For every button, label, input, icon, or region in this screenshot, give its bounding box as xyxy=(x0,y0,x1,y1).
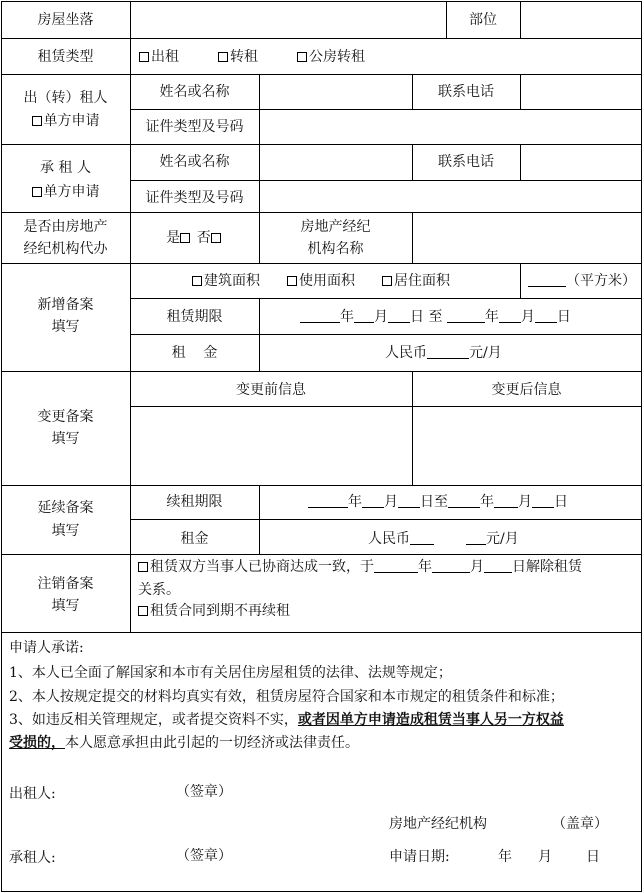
new-rent-field[interactable]: 人民币 元/月 xyxy=(385,345,502,361)
rental-type-option-public-sublease[interactable]: 公房转租 xyxy=(297,48,365,66)
lessee-single-apply[interactable]: 单方申请 xyxy=(1,183,130,201)
lessor-label: 出（转）租人 xyxy=(23,90,108,106)
checkbox-icon[interactable] xyxy=(138,606,148,616)
lessor-name-label: 姓名或名称 xyxy=(159,84,230,100)
change-after-label: 变更后信息 xyxy=(491,382,562,398)
renewal-period-field[interactable]: 年 月 日至 年 月 日 xyxy=(308,493,568,511)
lessee-label: 承 租 人 xyxy=(40,160,91,176)
area-field[interactable]: （平方米） xyxy=(528,272,636,290)
apply-date-month[interactable]: 月 xyxy=(538,849,552,865)
checkbox-icon[interactable] xyxy=(32,187,42,197)
cancel-filing-label: 注销备案 xyxy=(37,576,94,592)
renewal-rent-label: 租金 xyxy=(180,531,209,547)
pledge-item-2: 2、本人按规定提交的材料均真实有效，租赁房屋符合国家和本市规定的租赁条件和标准； xyxy=(9,689,564,705)
agency-question-label-2: 经纪机构代办 xyxy=(23,241,108,257)
lessor-phone-label: 联系电话 xyxy=(438,84,494,100)
lessee-sign-placeholder[interactable]: （签章） xyxy=(176,848,232,864)
agency-question-label: 是否由房地产 xyxy=(23,219,108,235)
lessee-phone-label: 联系电话 xyxy=(438,154,494,170)
agency-name-label-2: 机构名称 xyxy=(307,241,364,257)
new-period-label: 租赁期限 xyxy=(166,309,223,325)
change-before-label: 变更前信息 xyxy=(236,382,306,398)
apply-date-year[interactable]: 年 xyxy=(498,849,512,865)
lessor-id-label: 证件类型及号码 xyxy=(145,119,244,135)
checkbox-yes-icon[interactable] xyxy=(180,233,190,243)
agency-yes-no[interactable]: 是 否 xyxy=(130,229,259,247)
checkbox-icon[interactable] xyxy=(382,276,392,286)
cancel-option-expired[interactable]: 租赁合同到期不再续租 xyxy=(138,602,290,620)
cancel-option-agreed[interactable]: 租赁双方当事人已协商达成一致，于 年 月 日解除租赁 xyxy=(138,558,582,576)
agency-signature-label: 房地产经纪机构 xyxy=(389,816,487,832)
checkbox-icon[interactable] xyxy=(192,276,202,286)
checkbox-icon[interactable] xyxy=(138,562,148,572)
area-option-building[interactable]: 建筑面积 xyxy=(192,272,260,290)
checkbox-icon[interactable] xyxy=(297,52,307,62)
new-filing-label: 新增备案 xyxy=(37,297,94,313)
checkbox-icon[interactable] xyxy=(218,52,228,62)
renewal-rent-field[interactable]: 人民币 元/月 xyxy=(368,531,519,547)
area-option-usable[interactable]: 使用面积 xyxy=(287,272,355,290)
rental-type-option-lease[interactable]: 出租 xyxy=(139,48,179,66)
lessee-signature-label: 承租人: xyxy=(9,850,56,866)
renewal-period-label: 续租期限 xyxy=(166,494,223,510)
location-label: 房屋坐落 xyxy=(37,12,94,28)
pledge-title: 申请人承诺: xyxy=(9,640,84,656)
apply-date-day[interactable]: 日 xyxy=(586,849,600,865)
lessor-signature-label: 出租人: xyxy=(9,786,56,802)
rental-type-option-sublease[interactable]: 转租 xyxy=(218,48,258,66)
checkbox-no-icon[interactable] xyxy=(211,233,221,243)
checkbox-icon[interactable] xyxy=(139,52,149,62)
agency-name-label: 房地产经纪 xyxy=(300,219,371,235)
position-label: 部位 xyxy=(469,12,497,28)
area-option-living[interactable]: 居住面积 xyxy=(382,272,450,290)
cancel-option-agreed-cont: 关系。 xyxy=(138,582,180,598)
lessee-name-label: 姓名或名称 xyxy=(159,154,230,170)
renewal-filing-label: 延续备案 xyxy=(37,500,94,516)
rental-type-label: 租赁类型 xyxy=(37,49,94,65)
new-filing-label-2: 填写 xyxy=(51,319,80,335)
change-filing-label: 变更备案 xyxy=(37,409,94,425)
renewal-filing-label-2: 填写 xyxy=(51,523,80,539)
checkbox-icon[interactable] xyxy=(32,116,42,126)
pledge-item-1: 1、本人已全面了解国家和本市有关居住房屋租赁的法律、法规等规定； xyxy=(9,665,452,681)
new-period-field[interactable]: 年 月 日 至 年 月 日 xyxy=(300,308,571,326)
change-filing-label-2: 填写 xyxy=(51,431,80,447)
lessee-id-label: 证件类型及号码 xyxy=(145,190,244,206)
new-rent-label: 租 金 xyxy=(171,345,218,361)
lessor-sign-placeholder[interactable]: （签章） xyxy=(176,784,232,800)
cancel-filing-label-2: 填写 xyxy=(51,598,80,614)
lessor-single-apply[interactable]: 单方申请 xyxy=(1,112,130,130)
agency-seal-placeholder[interactable]: （盖章） xyxy=(552,816,608,832)
apply-date-label: 申请日期: xyxy=(389,849,450,865)
checkbox-icon[interactable] xyxy=(287,276,297,286)
pledge-item-3: 3、如违反相关管理规定，或者提交资料不实，或者因单方申请造成租赁当事人另一方权益 xyxy=(9,712,564,728)
pledge-item-3-cont: 受损的，本人愿意承担由此引起的一切经济或法律责任。 xyxy=(9,735,359,751)
